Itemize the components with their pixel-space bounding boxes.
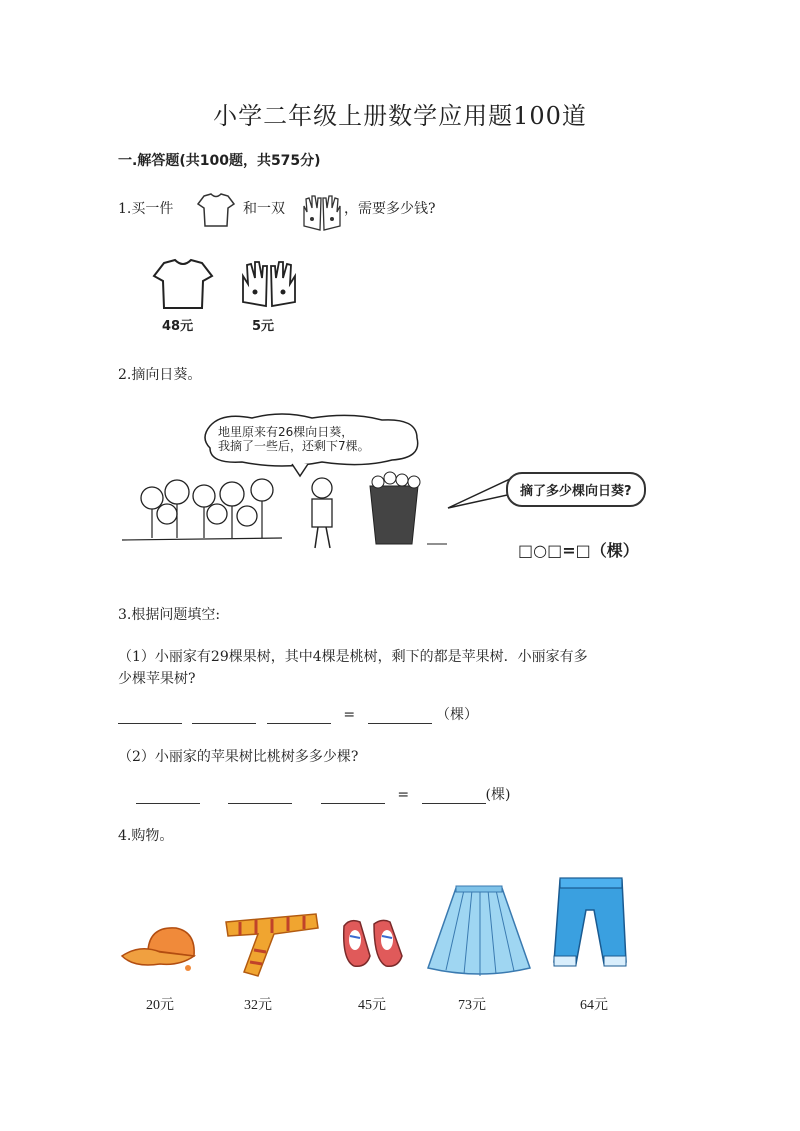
q3-p1-blank-1[interactable]	[118, 709, 182, 724]
bubble-tail	[446, 470, 512, 510]
speech-line2: 我摘了一些后，还剩下7棵。	[218, 439, 370, 453]
item-price-1: 32元	[244, 998, 272, 1013]
tshirt-icon	[196, 192, 236, 228]
q3-p2-blank-1[interactable]	[136, 789, 200, 804]
q1-text-a: 1.买一件	[118, 201, 174, 217]
q4-text: 4.购物。	[118, 828, 174, 844]
tshirt-picture	[152, 258, 214, 310]
q3-p2-unit: (棵)	[485, 787, 511, 803]
q3-part1-line2: 少棵苹果树?	[118, 671, 196, 687]
speech-line1: 地里原来有26棵向日葵，	[218, 425, 354, 439]
shirt-price: 48元	[162, 319, 194, 334]
gloves-icon	[300, 192, 344, 234]
q3-part1-line1: （1）小丽家有29棵果树，其中4棵是桃树，剩下的都是苹果树．小丽家有多	[118, 649, 588, 665]
q2-text: 2.摘向日葵。	[118, 367, 202, 383]
q1-text-b: 和一双	[243, 201, 285, 217]
shoes-image	[340, 916, 406, 972]
section-heading: 一.解答题(共100题，共575分)	[118, 153, 321, 169]
scarf-image	[218, 906, 324, 982]
q3-part1-answer-row	[118, 704, 478, 724]
cap-image	[120, 922, 200, 974]
q3-p2-blank-3[interactable]	[321, 789, 385, 804]
q3-p1-unit: （棵）	[436, 707, 478, 723]
skirt-image	[424, 884, 534, 980]
q3-p1-blank-2[interactable]	[192, 709, 256, 724]
item-price-0: 20元	[146, 998, 174, 1013]
q3-text: 3.根据问题填空:	[118, 607, 221, 623]
gloves-picture	[238, 258, 300, 310]
q1-text-c: ，需要多少钱?	[344, 201, 436, 217]
q2-equation: □○□=□（棵）	[518, 541, 639, 560]
speech-text	[218, 425, 370, 453]
q3-p2-equals: =	[397, 787, 410, 803]
q3-part2-answer-row	[136, 784, 510, 804]
q3-p1-blank-answer[interactable]	[368, 709, 432, 724]
q3-part1	[118, 646, 588, 690]
page-title: 小学二年级上册数学应用题100道	[213, 102, 587, 130]
q3-part2: （2）小丽家的苹果树比桃树多多少棵?	[118, 749, 359, 765]
gloves-price: 5元	[252, 319, 275, 334]
q3-p2-blank-answer[interactable]	[422, 789, 486, 804]
jeans-image	[550, 874, 632, 972]
q3-p1-equals: =	[343, 707, 356, 723]
item-price-3: 73元	[458, 998, 486, 1013]
item-price-2: 45元	[358, 998, 386, 1013]
q3-p1-blank-3[interactable]	[267, 709, 331, 724]
question-bubble: 摘了多少棵向日葵?	[506, 472, 646, 507]
item-price-4: 64元	[580, 998, 608, 1013]
q3-p2-blank-2[interactable]	[228, 789, 292, 804]
